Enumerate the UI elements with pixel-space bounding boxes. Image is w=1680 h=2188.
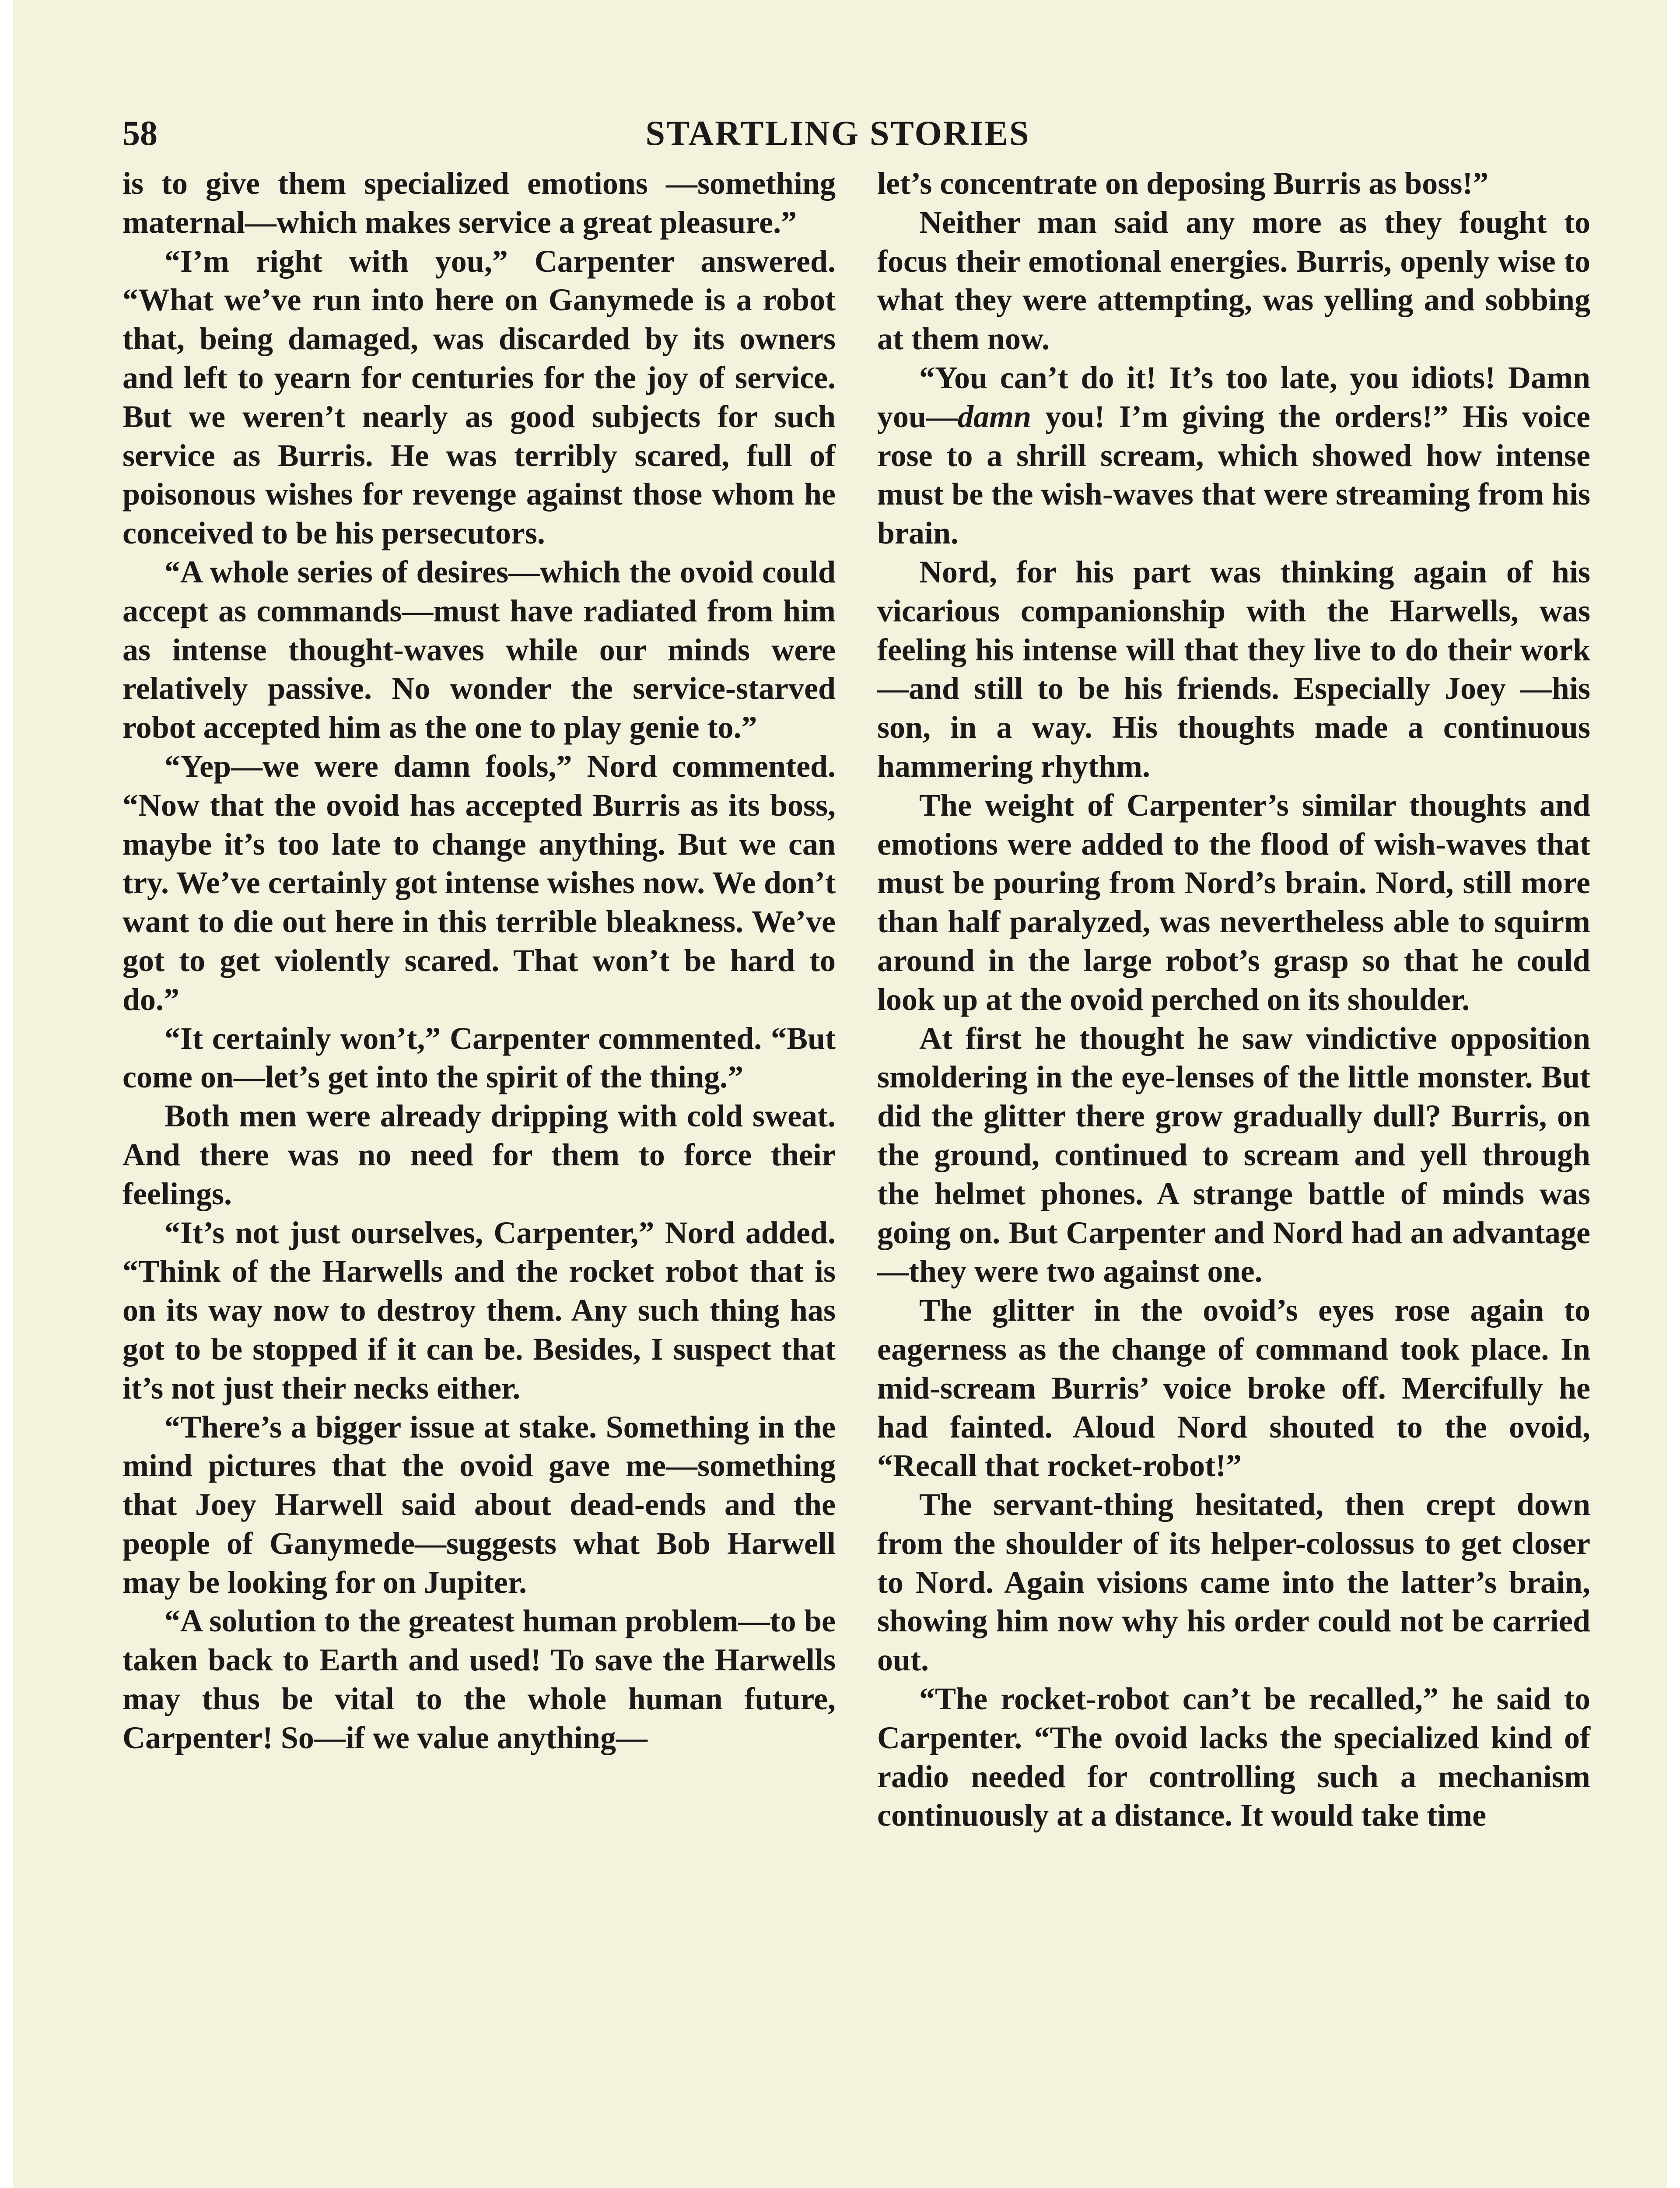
left-column — [122, 164, 836, 1757]
paragraph: “A solution to the greatest human problem—to be taken back to Earth and used! To save the Harwells may thus be vital to the whole human future, Carpenter! So—if we value anything— — [122, 1603, 836, 1755]
paragraph: “It certainly won’t,” Carpenter commented. “But come on—let’s get into the spirit of the thing.” — [122, 1020, 836, 1095]
paragraph: “There’s a bigger issue at stake. Something in the mind pictures that the ovoid gave me—something that Joey Harwell said about dead-ends and the people of Ganymede—suggests what Bob Harwell may be looking for on Jupiter. — [122, 1409, 836, 1600]
paragraph: “A whole series of desires—which the ovoid could accept as commands—must have radiated from him as intense thought-waves while our minds were relatively passive. No wonder the service-starved robot accepted him as the one to play genie to.” — [122, 554, 836, 745]
paragraph: Both men were already dripping with cold sweat. And there was no need for them to force their feelings. — [122, 1098, 836, 1211]
text-run: “You can’t do it! It’s too late, you idiots! Damn you— — [877, 360, 1590, 434]
paragraph — [877, 358, 1590, 553]
paragraph: Neither man said any more as they fought to focus their emotional energies. Burris, openly wise to what they were attempting, was yelling and sobbing at them now. — [877, 204, 1590, 357]
paragraph: The servant-thing hesitated, then crept down from the shoulder of its helper-colossus to get closer to Nord. Again visions came into the latter’s brain, showing him now why his order could not be carried out. — [877, 1487, 1590, 1678]
right-column — [877, 164, 1590, 1835]
page-number: 58 — [122, 114, 158, 153]
paragraph: “It’s not just ourselves, Carpenter,” Nord added. “Think of the Harwells and the rocket robot that is on its way now to destroy them. Any such thing has got to be stopped if it can be. Besides, I suspect that it’s not just their necks either. — [122, 1215, 836, 1406]
paragraph: “The rocket-robot can’t be recalled,” he said to Carpenter. “The ovoid lacks the specialized kind of radio needed for controlling such a mechanism continuously at a distance. It would take time — [877, 1681, 1590, 1833]
paragraph: let’s concentrate on deposing Burris as boss!” — [877, 166, 1489, 201]
paragraph: “Yep—we were damn fools,” Nord commented. “Now that the ovoid has accepted Burris as its boss, maybe it’s too late to change anything. But we can try. We’ve certainly got intense wishes now. We don’t want to die out here in this terrible bleakness. We’ve got to get violently scared. That won’t be hard to do.” — [122, 748, 836, 1017]
text-run: you! I’m giving the orders!” His voice rose to a shrill scream, which showed how intense must be the wish-waves that were streaming from his brain. — [877, 399, 1590, 551]
paragraph: “I’m right with you,” Carpenter answered. “What we’ve run into here on Ganymede is a robot that, being damaged, was discarded by its owners and left to yearn for centuries for the joy of service. But we weren’t nearly as good subjects for such service as Burris. He was terribly scared, full of poisonous wishes for revenge against those whom he conceived to be his persecutors. — [122, 243, 836, 551]
page-header — [122, 109, 1553, 158]
paragraph: The glitter in the ovoid’s eyes rose again to eagerness as the change of command took place. In mid-scream Burris’ voice broke off. Mercifully he had fainted. Aloud Nord shouted to the ovoid, “Recall that rocket-robot!” — [877, 1293, 1590, 1483]
paragraph: The weight of Carpenter’s similar thoughts and emotions were added to the flood of wish-waves that must be pouring from Nord’s brain. Nord, still more than half paralyzed, was nevertheless able to squirm around in the large robot’s grasp so that he could look up at the ovoid perched on its shoulder. — [877, 787, 1590, 1017]
running-title: STARTLING STORIES — [645, 114, 1030, 153]
paragraph: Nord, for his part was thinking again of his vicarious companionship with the Harwells, was feeling his intense will that they live to do their work—and still to be his friends. Especially Joey —his son, in a way. His thoughts made a continuous hammering rhythm. — [877, 554, 1590, 784]
paragraph: At first he thought he saw vindictive opposition smoldering in the eye-lenses of the little monster. But did the glitter there grow gradually dull? Burris, on the ground, continued to scream and yell through the helmet phones. A strange battle of minds was going on. But Carpenter and Nord had an advantage—they were two against one. — [877, 1020, 1590, 1289]
emphasis-text: damn — [958, 399, 1032, 434]
paragraph: is to give them specialized emotions —something maternal—which makes service a great pleasure.” — [122, 166, 836, 240]
